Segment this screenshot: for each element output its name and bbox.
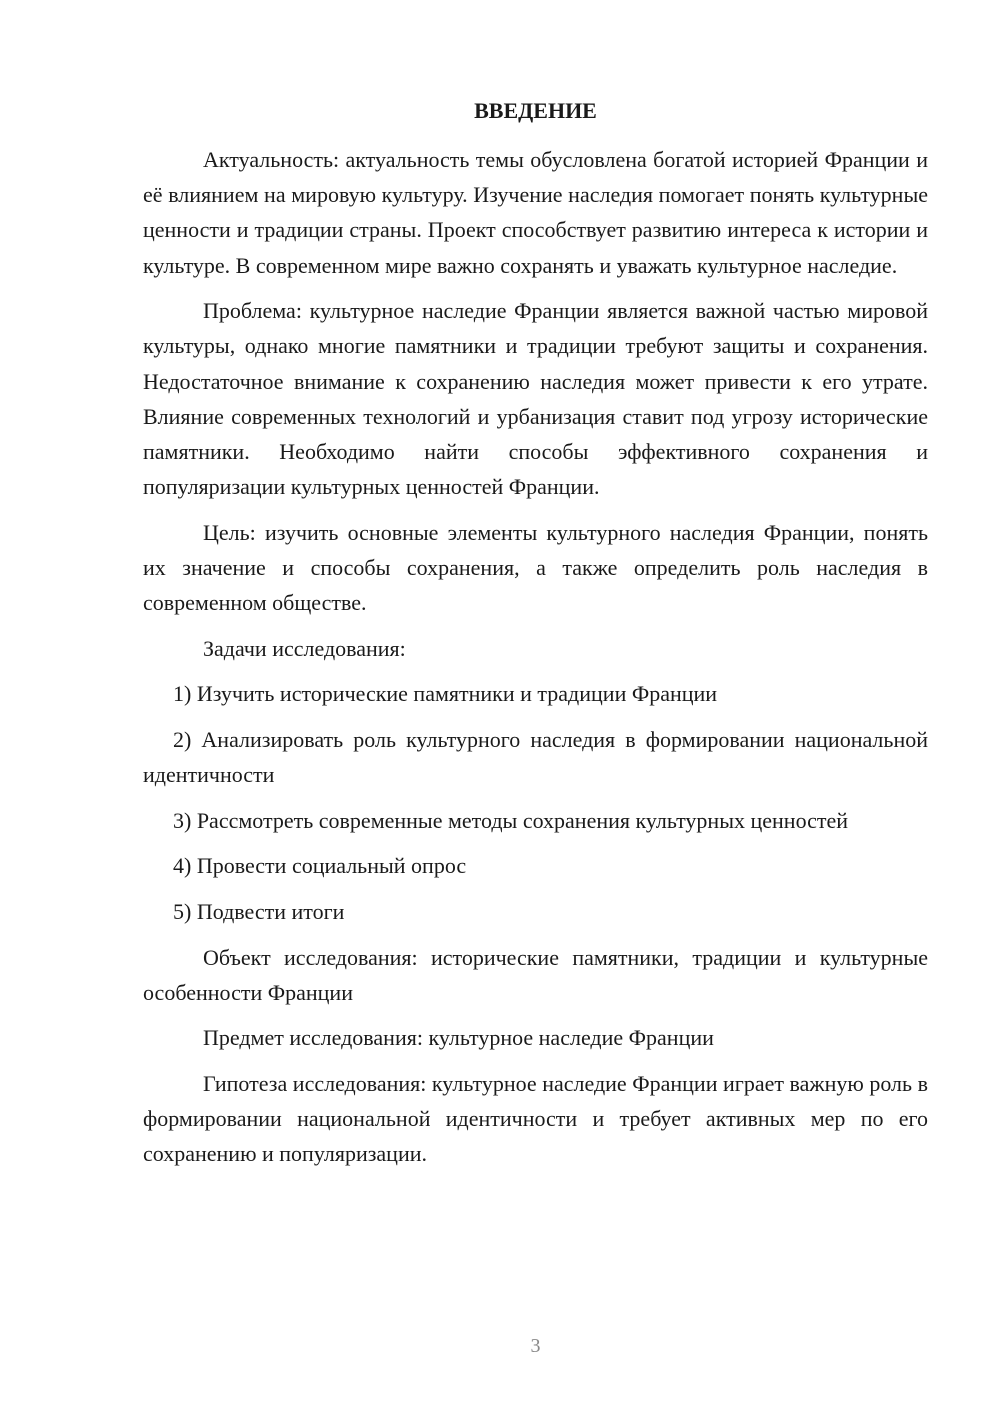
document-body: [143, 142, 928, 1182]
paragraph-tasks-heading: Задачи исследования:: [203, 635, 406, 661]
paragraph-problem: Проблема: культурное наследие Франции является важной частью мировой культуры, однако многие памятники и традиции требуют защиты и сохранения. Недостаточное внимание к сохранению наследия может привести к его утрате. Влияние современных технологий и урбанизация ставит под угрозу исторические памятники. Необходимо найти способы эффективного сохранения и популяризации культурных ценностей Франции.: [143, 298, 928, 500]
paragraph-goal: Цель: изучить основные элементы культурного наследия Франции, понять их значение и способы сохранения, а также определить роль наследия в современном обществе.: [143, 519, 928, 616]
task-item-1: 1) Изучить исторические памятники и традиции Франции: [173, 681, 718, 707]
task-item-4: 4) Провести социальный опрос: [173, 853, 467, 879]
paragraph-object: Объект исследования: исторические памятники, традиции и культурные особенности Франции: [143, 944, 928, 1005]
task-item-3: 3) Рассмотреть современные методы сохранения культурных ценностей: [173, 807, 849, 833]
paragraph-hypothesis: Гипотеза исследования: культурное наследие Франции играет важную роль в формировании национальной идентичности и требует активных мер по его сохранению и популяризации.: [143, 1070, 928, 1167]
section-title: ВВЕДЕНИЕ: [474, 98, 597, 123]
paragraph-subject: Предмет исследования: культурное наследие Франции: [203, 1025, 714, 1051]
page-number: 3: [530, 1335, 541, 1357]
paragraph-relevance: Актуальность: актуальность темы обусловлена богатой историей Франции и её влиянием на мировую культуру. Изучение наследия помогает понять культурные ценности и традиции страны. Проект способствует развитию интереса к истории и культуре. В современном мире важно сохранять и уважать культурное наследие.: [143, 147, 928, 278]
task-item-2: 2) Анализировать роль культурного наследия в формировании национальной идентичности: [143, 727, 928, 788]
task-item-5: 5) Подвести итоги: [173, 898, 345, 924]
